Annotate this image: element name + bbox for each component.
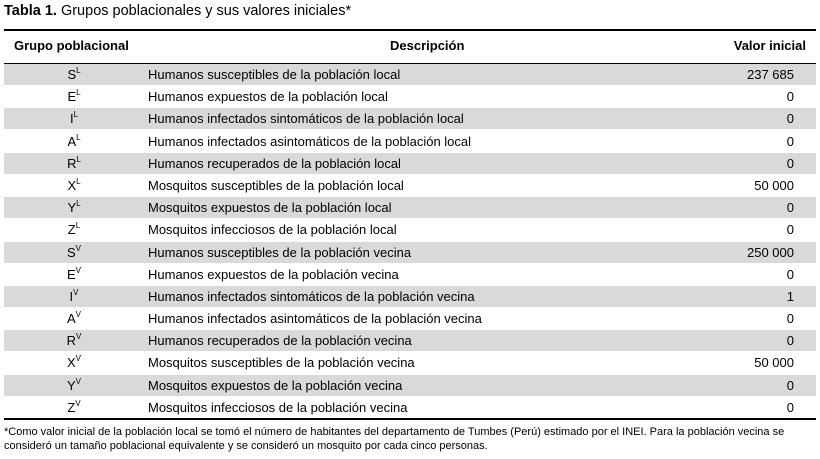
symbol-letter: S bbox=[66, 244, 76, 260]
symbol-letter: Y bbox=[67, 200, 77, 216]
group-symbol bbox=[4, 67, 144, 82]
caption-text: Grupos poblacionales y sus valores iniciales* bbox=[60, 3, 352, 19]
symbol-letter: I bbox=[69, 288, 74, 304]
row-value: 50 000 bbox=[754, 355, 794, 371]
symbol-letter: A bbox=[66, 311, 76, 327]
row-description: Humanos infectados sintomáticos de la población vecina bbox=[148, 288, 475, 304]
symbol-superscript: V bbox=[75, 398, 81, 408]
group-symbol bbox=[4, 222, 144, 237]
row-value: 0 bbox=[786, 200, 794, 216]
table-row bbox=[4, 64, 816, 85]
row-description: Mosquitos expuestos de la población vecina bbox=[148, 377, 403, 393]
table-row bbox=[4, 352, 816, 373]
table-row bbox=[4, 175, 816, 196]
group-symbol bbox=[4, 378, 144, 393]
row-description: Humanos infectados sintomáticos de la población local bbox=[148, 111, 464, 127]
row-description: Mosquitos expuestos de la población local bbox=[148, 200, 392, 216]
table-row bbox=[4, 375, 816, 396]
row-value: 0 bbox=[786, 133, 794, 149]
symbol-letter: R bbox=[67, 155, 77, 171]
symbol-letter: X bbox=[66, 355, 76, 371]
symbol-superscript: L bbox=[76, 176, 81, 186]
row-value: 250 000 bbox=[747, 244, 794, 260]
table-row bbox=[4, 286, 816, 307]
group-symbol bbox=[4, 355, 144, 370]
group-symbol bbox=[4, 289, 144, 304]
group-symbol bbox=[4, 311, 144, 326]
footnote: *Como valor inicial de la población local se tomó el número de habitantes del departamento de Tumbes (Perú) estimado por el INEI. Para la población vecina se consideró un tamaño poblacional equivalente y se consideró un mosquito por cada cinco personas. bbox=[4, 426, 785, 452]
table-row bbox=[4, 308, 816, 329]
row-value: 1 bbox=[786, 288, 794, 304]
table-row bbox=[4, 108, 816, 129]
symbol-letter: X bbox=[67, 177, 77, 193]
row-description: Humanos susceptibles de la población local bbox=[148, 67, 401, 82]
group-symbol bbox=[4, 333, 144, 348]
symbol-superscript: V bbox=[75, 265, 81, 275]
row-value: 0 bbox=[786, 377, 794, 393]
group-symbol bbox=[4, 200, 144, 215]
symbol-letter: E bbox=[66, 266, 76, 282]
row-description: Mosquitos susceptibles de la población local bbox=[148, 177, 404, 193]
row-description: Mosquitos infecciosos de la población local bbox=[148, 222, 397, 238]
table-row bbox=[4, 86, 816, 107]
symbol-letter: R bbox=[66, 333, 77, 349]
symbol-superscript: V bbox=[75, 310, 81, 320]
table-row bbox=[4, 131, 816, 152]
symbol-superscript: L bbox=[76, 66, 81, 75]
symbol-superscript: L bbox=[76, 88, 81, 98]
row-value: 0 bbox=[786, 266, 794, 282]
table-row bbox=[4, 330, 816, 351]
group-symbol bbox=[4, 111, 144, 126]
row-value: 0 bbox=[786, 155, 794, 171]
symbol-superscript: L bbox=[76, 132, 81, 142]
symbol-letter: Z bbox=[67, 399, 76, 415]
group-symbol bbox=[4, 156, 144, 171]
row-description: Humanos infectados asintomáticos de la población vecina bbox=[148, 311, 482, 327]
symbol-superscript: L bbox=[73, 110, 79, 120]
row-description: Mosquitos susceptibles de la población vecina bbox=[148, 355, 415, 371]
header-description: Descripción bbox=[390, 38, 465, 53]
symbol-superscript: V bbox=[75, 376, 81, 386]
row-description: Humanos susceptibles de la población vecina bbox=[148, 244, 412, 260]
symbol-letter: I bbox=[69, 111, 74, 127]
top-rule bbox=[4, 29, 816, 31]
row-value: 50 000 bbox=[754, 177, 794, 193]
group-symbol bbox=[4, 400, 144, 415]
row-value: 0 bbox=[786, 111, 794, 127]
table-row bbox=[4, 397, 816, 418]
header-group: Grupo poblacional bbox=[14, 38, 129, 53]
row-description: Humanos recuperados de la población vecina bbox=[148, 333, 412, 349]
group-symbol bbox=[4, 134, 144, 149]
symbol-superscript: V bbox=[73, 287, 79, 297]
table-row bbox=[4, 153, 816, 174]
header-value: Valor inicial bbox=[733, 38, 806, 53]
symbol-letter: Y bbox=[66, 377, 76, 393]
group-symbol bbox=[4, 178, 144, 193]
row-value: 0 bbox=[786, 222, 794, 238]
group-symbol bbox=[4, 89, 144, 104]
symbol-letter: S bbox=[67, 67, 77, 82]
table-row bbox=[4, 219, 816, 240]
table-row bbox=[4, 242, 816, 263]
table-body bbox=[4, 64, 816, 419]
row-description: Mosquitos infecciosos de la población vecina bbox=[148, 399, 408, 415]
symbol-letter: E bbox=[67, 89, 77, 105]
row-value: 0 bbox=[786, 333, 794, 349]
symbol-superscript: V bbox=[76, 332, 82, 342]
row-description: Humanos recuperados de la población local bbox=[148, 155, 401, 171]
row-value: 0 bbox=[786, 311, 794, 327]
group-symbol bbox=[4, 245, 144, 260]
symbol-superscript: L bbox=[76, 154, 81, 164]
row-value: 237 685 bbox=[747, 67, 794, 82]
symbol-letter: Z bbox=[67, 222, 76, 238]
row-description: Humanos infectados asintomáticos de la población local bbox=[148, 133, 472, 149]
symbol-superscript: L bbox=[76, 199, 81, 209]
row-description: Humanos expuestos de la población local bbox=[148, 89, 388, 105]
table-row bbox=[4, 197, 816, 218]
group-symbol bbox=[4, 267, 144, 282]
caption-label: Tabla 1. bbox=[4, 3, 57, 19]
row-value: 0 bbox=[786, 89, 794, 105]
bottom-rule bbox=[4, 418, 816, 420]
symbol-superscript: L bbox=[75, 221, 81, 231]
row-description: Humanos expuestos de la población vecina bbox=[148, 266, 399, 282]
table-row bbox=[4, 264, 816, 285]
symbol-superscript: V bbox=[75, 354, 81, 364]
row-value: 0 bbox=[786, 399, 794, 415]
symbol-letter: A bbox=[67, 133, 77, 149]
symbol-superscript: V bbox=[75, 243, 81, 253]
table-caption bbox=[4, 3, 351, 19]
